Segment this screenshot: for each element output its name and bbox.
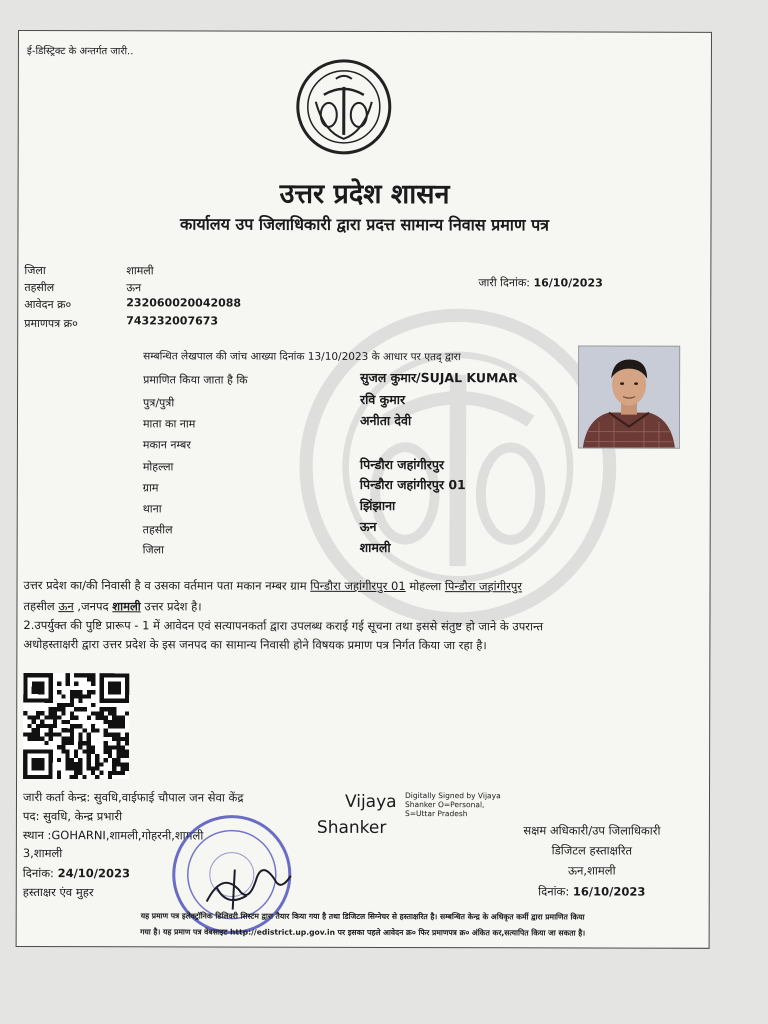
- issue-date-value: 16/10/2023: [533, 276, 603, 290]
- up-govt-emblem: [294, 57, 394, 157]
- issuing-center: जारी कर्ता केन्द्र: सुवधि,वाईफाई चौपाल जन सेवा केंद्र: [22, 790, 244, 805]
- applicant-photo-image: [579, 346, 679, 447]
- field-label-village: ग्राम: [142, 481, 159, 495]
- digital-signature-details: [405, 791, 501, 818]
- meta-label-tehsil: तहसील: [24, 281, 55, 295]
- issuer-date: [23, 866, 130, 881]
- authority-location: ऊन,शामली: [568, 863, 616, 878]
- issue-date: [478, 275, 602, 290]
- field-label-tehsil: तहसील: [142, 523, 173, 537]
- footer-disclaimer-line1: यह प्रमाण पत्र इलेक्ट्रॉनिक डिलिवरी सिस्टम द्वारा तैयार किया गया है तथा डिजिटल सिग्नेचर से हस्ताक्षरित है। सम्बन्धित केन्द्र के अधिकृत कर्मी द्वारा प्रमाणित किया: [140, 911, 585, 922]
- field-label-certified: प्रमाणित किया जाता है कि: [143, 373, 248, 387]
- meta-label-district: जिला: [24, 264, 46, 278]
- para1-text-d: ,जनपद: [73, 599, 113, 614]
- field-label-district: जिला: [142, 543, 164, 557]
- signature-and-seal-label: हस्ताक्षर एंव मुहर: [22, 885, 94, 900]
- digital-signature-line3: S=Uttar Pradesh: [404, 809, 468, 819]
- para1-tehsil: ऊन: [58, 599, 74, 614]
- issuer-post: पद: सुवधि, केन्द्र प्रभारी: [22, 809, 123, 824]
- authority-designation: सक्षम अधिकारी/उप जिलाधिकारी: [523, 823, 661, 838]
- edistrict-note: ई-डिस्ट्रिक्ट के अन्तर्गत जारी..: [26, 46, 134, 58]
- para1-text-b: मोहल्ला: [405, 579, 445, 594]
- meta-label-certificate-no: प्रमाणपत्र क्र०: [24, 317, 78, 331]
- authority-digitally-signed: डिजिटल हस्ताक्षरित: [551, 843, 633, 858]
- field-label-mother: माता का नाम: [142, 417, 196, 431]
- issuer-place: स्थान :GOHARNI,शामली,गोहरनी,शामली: [22, 828, 204, 843]
- para1-text-e: उत्तर प्रदेश है।: [140, 599, 202, 614]
- handwritten-signature: [207, 869, 291, 909]
- footer-disclaimer-line2: गया है। यह प्रमाण पत्र वेबसाइट http://edistrict.up.gov.in पर इसका पहले आवेदन क्र० फिर प्रमाणपत्र क्र० अंकित कर,सत्यापित किया जा सकता है।: [140, 927, 586, 938]
- field-label-house-no: मकान नम्बर: [142, 438, 191, 452]
- meta-value-district: शामली: [126, 264, 154, 278]
- applicant-photo: [578, 345, 680, 448]
- confirmation-line1: 2.उपर्युक्त की पुष्टि प्रारूप - 1 में आवेदन एवं सत्यापनकर्ता द्वारा उपलब्ध कराई गई सूचना तथा इससे संतुष्ट हो जाने के उपरान्त: [23, 618, 544, 634]
- field-value-tehsil: ऊन: [359, 518, 377, 534]
- authority-date-label: दिनांक:: [538, 884, 570, 899]
- field-value-mohalla: पिन्डौरा जहांगीरपुर: [359, 456, 445, 473]
- field-label-mohalla: मोहल्ला: [142, 460, 174, 474]
- field-value-mother: अनीता देवी: [359, 412, 412, 429]
- field-label-police-station: थाना: [142, 502, 162, 516]
- certificate-paper: [16, 30, 712, 949]
- residence-paragraph-line1: [24, 578, 523, 594]
- confirmation-line2: अधोहस्ताक्षरी द्वारा उत्तर प्रदेश के इस जनपद का सामान्य निवासी होने विषयक प्रमाण पत्र निर्गत किया जा रहा है।: [23, 637, 487, 653]
- certificate-subtitle: कार्यालय उप जिलाधिकारी द्वारा प्रदत्त सामान्य निवास प्रमाण पत्र: [179, 214, 550, 235]
- issue-date-label: जारी दिनांक:: [478, 276, 531, 290]
- digital-signer-name-2: Shanker: [316, 817, 387, 838]
- meta-value-certificate-no: 743232007673: [126, 314, 219, 328]
- page-title: उत्तर प्रदेश शासन: [279, 178, 450, 211]
- meta-value-tehsil: ऊन: [126, 281, 142, 295]
- residence-paragraph-line2: [23, 599, 201, 614]
- para1-text-a: उत्तर प्रदेश का/की निवासी है व उसका वर्तमान पता मकान नम्बर ग्राम: [23, 578, 311, 593]
- issuer-place-continued: 3,शामली: [22, 846, 63, 861]
- authority-date: [482, 884, 702, 900]
- field-value-father: रवि कुमार: [360, 391, 406, 408]
- authority-date-value: 16/10/2023: [572, 884, 646, 899]
- para1-text-c: तहसील: [23, 599, 59, 614]
- issuer-date-label: दिनांक:: [22, 866, 54, 881]
- para1-village: पिन्डौरा जहांगीरपुर 01: [310, 578, 406, 594]
- intro-text: सम्बन्धित लेखपाल की जांच आख्या दिनांक 13/10/2023 के आधार पर एतद् द्वारा: [143, 350, 461, 364]
- digital-signature-line2: Shanker O=Personal,: [404, 800, 485, 810]
- issuer-date-value: 24/10/2023: [57, 866, 131, 881]
- meta-label-application-no: आवेदन क्र०: [24, 298, 72, 312]
- digital-signer-name-1: Vijaya: [344, 791, 397, 812]
- field-value-police-station: झिंझाना: [359, 497, 396, 513]
- field-value-district: शामली: [359, 539, 391, 555]
- para1-mohalla: पिन्डौरा जहांगीरपुर: [444, 579, 523, 594]
- verification-qr-code[interactable]: [23, 673, 129, 779]
- field-value-village: पिन्डौरा जहांगीरपुर 01: [359, 476, 466, 493]
- digital-signature-line1: Digitally Signed by Vijaya: [404, 791, 501, 801]
- meta-value-application-no: 232060020042088: [126, 296, 242, 310]
- field-value-name: सुजल कुमार/SUJAL KUMAR: [360, 369, 518, 386]
- para1-district: शामली: [112, 599, 141, 614]
- field-label-son-of: पुत्र/पुत्री: [143, 396, 175, 410]
